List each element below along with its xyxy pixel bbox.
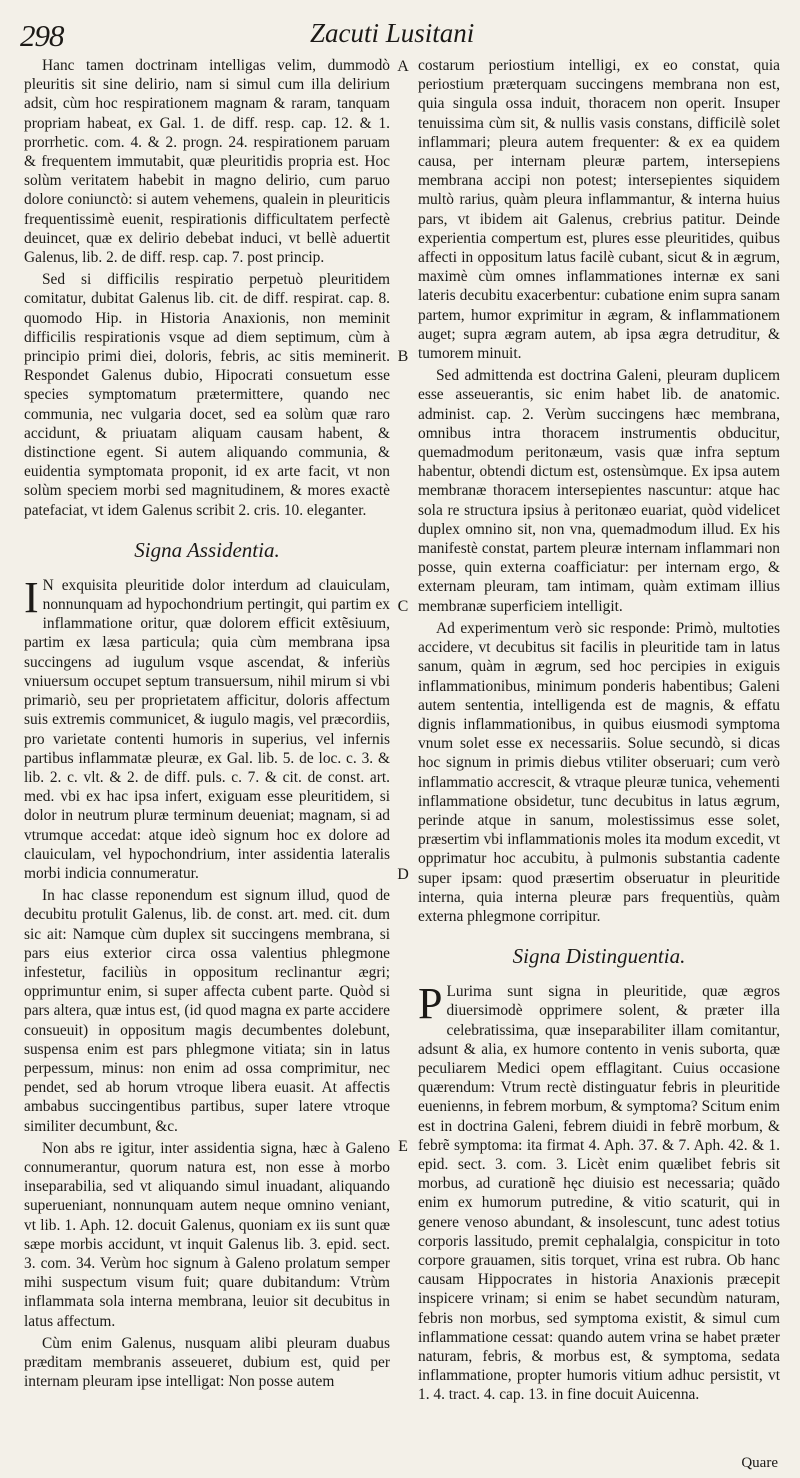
paragraph: Sed si difficilis respiratio perpetuò pleuritidem comitatur, dubitat Galenus lib. cit. de diff. respirat. cap. 8. quomodo Hip. in Historia Anaxionis, non meminit difficilis respirationis vsque ad diem septimum, cùm à principio primi diei, doloris, febris, ac sitis meminerit. Respondet Galenus dubio, Hipocrati consuetum esse species symptomatum prætermittere, quando nec communia, nec vulgaria docet, sed ea solùm quæ raro accidunt, & priuatam aliquam causam habent, & distinctione egent. Si autem aliquando communia, & euidentia symptomata proponit, id ex arte facit, vt non solùm speciem morbi sed magnitudinem, & mores exactè patefaciat, vt idem Galenus scribit 2. cris. 10. eleganter.: [24, 271, 390, 519]
page-number: 298: [20, 18, 64, 53]
paragraph: [418, 979, 780, 1404]
paragraph-text: N exquisita pleuritide dolor interdum ad clauiculam, nonnunquam ad hypochondrium pertingit, qui partim ex inflammatione oritur, quæ dolorem efficit extẽsiuum, partim ex læsa particula; quia cùm membrana ipsa succingens ad iugulum vsque ascendat, & inferiùs vniuersum occupet septum transuersum, nihil mirum si vbi primariò, seu per proprietatem afficitur, doloris affectum suis extremis communicet, & iugulo magis, vel præcordiis, pro varietate contenti humoris in superius, vel infernis partibus inflammatæ pleuræ, ex Gal. lib. 5. de loc. c. 3. & lib. 2. c. vlt. & 2. de diff. puls. c. 7. & cit. de const. art. med. vbi ex hac ipsa infert, exiguam esse pleuritidem, si dolor in neutrum pluræ terminum deueniat; magnam, si ad vtrumque accedat: atque ideò signum hoc ex dolore ad clauiculam, vel hypochondrium, inter assidentia lateralis morbi indicia connumeratur.: [24, 576, 390, 882]
paragraph: Cùm enim Galenus, nusquam alibi pleuram duabus præditam membranis asseueret, dubium est, quid per internam pleuram ipse intelligat: Non posse autem: [24, 1334, 390, 1391]
margin-letter-d: D: [397, 866, 409, 883]
drop-capital: P: [418, 979, 443, 1029]
paragraph: In hac classe reponendum est signum illud, quod de decubitu protulit Galenus, lib. de const. art. med. cit. dum sic ait: Namque cùm duplex sit succingens membrana, si pars eius exterior circa ossa valentius phlegmone infestetur, faciliùs in oppositum reclinantur ægri; opprimuntur enim, si super affecta cubent parte. Quòd si pars altera, quæ intus est, (id quod magna ex parte accidere consueuit) in oppositum magis decumbentes dolebunt, suspensa enim est pars phlegmone vitiata; sin in latus perpessum, minus: non enim ad ossa comprimitur, nec pendet, sed ab horum vtroque libera euasit. At affectis ambabus succingentibus partibus, super latere vtroque similiter decumbunt, &c.: [24, 887, 390, 1135]
margin-letter-b: B: [397, 348, 409, 365]
drop-capital: I: [24, 572, 39, 622]
section-heading: Signa Assidentia.: [134, 537, 280, 562]
page-header: [20, 10, 780, 53]
margin-letter-a: A: [397, 58, 409, 75]
paragraph: Sed admittenda est doctrina Galeni, pleuram duplicem esse asseuerantis, sic enim habet lib. de anatomic. administ. cap. 2. Verùm succingens hæc membrana, omnibus intra thoracem instrumentis obducitur, quemadmodum peritonæum, vasis quæ infra septum habentur, obtendi dictum est, ostensùmque. Ex ipsa autem membranæ thoracem intersepientes nascuntur: atque hac sola re structura ipsius à peritonæo euariat, quòd videlicet duplex omnino sit, non vna, quemadmodum illud. Ex his manifestè constat, partem pleuræ internam inflammari non posse, quin externa coafficiatur: per internam ergo, & externam pleuram, tam intimam, quàm extimam illius membranæ superficiem intelligit.: [418, 367, 780, 615]
margin-letter-e: E: [398, 1138, 408, 1155]
right-column: [418, 56, 780, 1450]
paragraph-text: Lurima sunt signa in pleuritide, quæ ægros diuersimodè opprimere solent, & præter illa celebratissima, quæ inseparabiliter illam comitantur, adsunt & alia, ex humore contento in venis suborta, quæ peculiarem Medici opem efflagitant. Cuius occasione quærendum: Vtrum rectè distinguatur febris in pleuritide euenienns, in febrem morbum, & symptoma? Scitum enim est in doctrina Galeni, febrem diuidi in febrẽ morbum, & febrẽ symptoma: ita firmat 4. Aph. 37. & 7. Aph. 42. & 1. epid. sect. 3. com. 3. Licèt enim quælibet febris sit morbus, ad curationẽ hęc diuisio est necessaria; quãdo enim ex humorum putredine, & vitio scaturit, qui in genere venoso abundant, & insolescunt, tunc adest totius corporis lassitudo, premit cephalalgia, conspicitur in toto corpore grauamen, sitis torquet, vrina est rubra. Ob hanc causam Hippocrates in historia Anaxionis præcepit inspicere vrinam; si enim se habet secundùm naturam, febris non morbus, sed symptoma existit, & simul cum inflammatione cessat: quando autem vrina se habet præter naturam, febris, & morbus est, & symptoma, sedata inflammatione, propter humoris vitium adhuc persistit, vt 1. 4. tract. 4. cap. 13. in fine docuit Auicenna.: [418, 983, 780, 1404]
catchword: Quare: [741, 1455, 778, 1471]
running-head: Zacuti Lusitani: [310, 18, 475, 48]
paragraph: Hanc tamen doctrinam intelligas velim, dummodò pleuritis sit sine delirio, nam si simul cum illa delirium adsit, cùm hoc respirationem magnam & raram, tanquam propriam habeat, ex Gal. 1. de diff. resp. cap. 12. & 1. prorrhetic. com. 4. & 2. progn. 24. respirationem paruam & frequentem immutabit, quæ pleuritidis propria est. Hoc solùm veritatem habebit in magno delirio, cum paruo dolore coniunctò: si autem vehemens, qualein in pleuriticis frequentissimè euenit, respirationis difficultatem perfectè deuincet, quæ ex delirio debebat induci, vt bellè aduertit Galenus, lib. 2. de diff. resp. cap. 7. post princip.: [24, 57, 390, 267]
paragraph: costarum periostium intelligi, ex eo constat, quia periostium præterquam succingens membrana non est, quia singula ossa induit, thoracem non operit. Insuper tenuissima cùm sit, & nullis vasis constans, difficilè solet inflammari; pleura autem frequenter: & ex ea quidem causa, per internam pleuræ partem, intersepiens membrana accipi non potest; intersepientes siquidem multò rarius, quàm pleura inflammantur, & interna huius pars, vt ibidem ait Galenus, crebrius patitur. Deinde experientia compertum est, plures esse pleuritides, quibus affecti in oppositum latus facilè cubant, sicut & in ægrum, maximè cùm omnes inflammationes internæ ex sani lateris decubitu exacerbentur: cubatione enim supra sanam partem, humor exprimitur in ægram, & inflammationem auget; supra ægram autem, ab ipsa ægra detruditur, & tumorem minuit.: [418, 57, 780, 363]
section-heading: Signa Distinguentia.: [512, 944, 686, 969]
margin-letter-c: C: [397, 598, 409, 615]
paragraph: [24, 572, 390, 883]
paragraph: Non abs re igitur, inter assidentia signa, hæc à Galeno connumerantur, quorum natura est, non esse à morbo inseparabilia, sed vt aliquando simul inuadant, aliquando superueniant, nonnunquam autem neque omnino veniant, vt lib. 1. Aph. 12. docuit Galenus, quoniam ex iis sunt quæ sæpe morbis accidunt, vt inquit Galenus lib. 3. epid. sect. 3. com. 34. Verùm hoc signum à Galeno prolatum semper mihi suspectum visum fuit; quare dubitandum: Vtrùm inflammata sola interna membrana, leuior sit decubitus in latus affectum.: [24, 1139, 390, 1330]
paragraph: Ad experimentum verò sic responde: Primò, multoties accidere, vt decubitus sit facilis in pleuritide tam in latus sanum, quàm in ægrum, sed hoc percipies in exiguis inflammationibus, minimum ponderis habentibus; Galeni autem sententia, intelligenda est de magnis, & effatu dignis inflammationibus, in quibus eiusmodi symptoma vnum solet esse ex necessariis. Solue secundò, si dicas hoc signum in primis diebus vtiliter obseruari; cum verò inflammatio accrescit, & vtraque pleuræ tunica, vehementi inflammatione obsidetur, tunc decubitus in latus ægrum, perinde atque in sanum, molestissimus esse solet, præsertim vbi inflammationis moles ita modum excedit, vt opprimatur hoc accubitu, à pulmonis substantia cadente super ipsam: quod præsertim obseruatur in pleuritide interna, quia interna pleuræ pars frequentiùs, quàm externa phlegmone corripitur.: [418, 619, 780, 925]
left-column: [24, 56, 390, 1450]
